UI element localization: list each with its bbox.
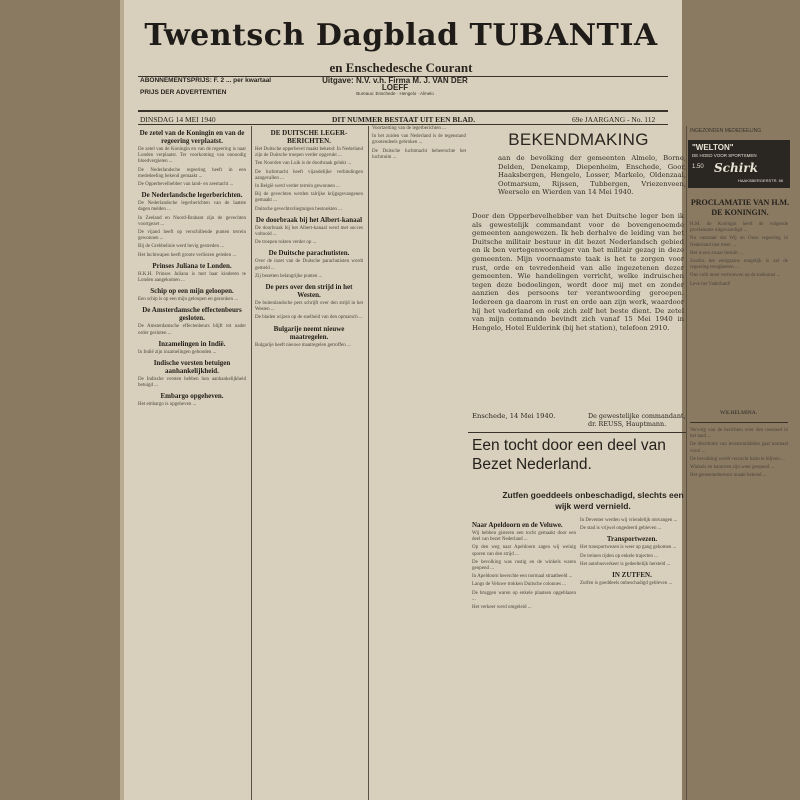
- article-text: De troepen rukten verder op ...: [255, 240, 317, 246]
- tocht-section-apeldoorn: Naar Apeldoorn en de Veluwe.: [472, 521, 563, 529]
- bureau-info-right: [492, 78, 662, 108]
- tocht-column-2: [580, 518, 684, 800]
- article-text: Het autobusverkeer is gedeeltelijk hersteld ...: [580, 561, 671, 567]
- article-text: De stad is vrijwel ongedeerd gebleven ...: [580, 526, 662, 532]
- tocht-subhead: Zutfen goeddeels onbeschadigd, slechts een wijk werd vernield.: [502, 490, 684, 511]
- article-text: Een schip is op een mijn geloopen en gezonken ...: [138, 297, 238, 303]
- column-2: [255, 126, 363, 800]
- article-heading-indie: Inzamelingen in Indië.: [158, 339, 226, 348]
- article-heading-juliana: Prinses Juliana te Londen.: [152, 261, 232, 270]
- article-text: Zij bezetten belangrijke punten ...: [255, 273, 323, 279]
- tocht-headline: Een tocht door een deel van Bezet Nederland.: [472, 437, 666, 473]
- edition-notice: DIT NUMMER BESTAAT UIT EEN BLAD.: [332, 115, 476, 124]
- article-heading-legerberichten: De Nederlandsche legerberichten.: [141, 191, 243, 200]
- article-text: De Amsterdamsche effectenbeurs blijft tot nader order gesloten ...: [138, 324, 246, 336]
- article-heading-parachutisten: De Duitsche parachutisten.: [268, 249, 350, 258]
- article-text: Het luchtwapen heeft groote verliezen geleden ...: [138, 252, 237, 258]
- article-text: Nu vaststaat dat Wij en Onze regeering in Nederland niet meer ...: [690, 236, 788, 248]
- page-edge: [120, 0, 124, 800]
- article-text: Het embargo is opgeheven ...: [138, 402, 197, 408]
- right-column-continued: [690, 428, 788, 800]
- article-heading-embargo: Embargo opgeheven.: [160, 392, 224, 401]
- article-text: De Indische vorsten hebben hun aanhankelijkheid betuigd ...: [138, 377, 246, 389]
- article-text: De bevolking wordt verzocht kalm te blijven ...: [690, 456, 785, 462]
- dateline-rule-bottom: [138, 124, 668, 125]
- article-text: Leve het Vaderland!: [690, 281, 731, 287]
- article-text: Bij de gevechten werden talrijke krijgsgevangenen gemaakt ...: [255, 192, 363, 204]
- article-text: De zetel van de Koningin en van de regeering is naar Londen verplaatst. Ter voorkoming van onnoodig bloedvergieten ...: [138, 147, 246, 165]
- article-text: Het Duitsche opperbevel maakt bekend: In Nederland zijn de Duitsche troepen verder opgerukt ...: [255, 147, 363, 159]
- article-text: Bij de Grebbelinie werd hevig gestreden ...: [138, 244, 224, 250]
- article-text: Het gemeentebestuur maakt bekend ...: [690, 473, 767, 479]
- article-text: De treinen rijden op enkele trajecten ...: [580, 553, 658, 559]
- tocht-section-transport: Transportwezen.: [606, 535, 658, 544]
- article-heading-vorsten: Indische vorsten betuigen aanhankelijkheid.: [153, 359, 231, 376]
- welton-price: 1.50: [692, 164, 704, 170]
- article-text: H.M. de Koningin heeft de volgende proclamatie uitgevaardigd ...: [690, 222, 788, 234]
- publisher-label: Uitgave: N.V. v.h. Firma M. J. VAN DER LOEFF: [322, 76, 468, 92]
- bekendmaking-title: BEKENDMAKING: [508, 130, 649, 149]
- article-text: De luchtmacht heeft vijandelijke verbindingen aangevallen ...: [255, 169, 363, 181]
- article-heading-bulgarije: Bulgarije neemt nieuwe maatregelen.: [273, 324, 345, 341]
- article-heading-zetel: De zetel van de Koningin en van de regeering verplaatst.: [139, 129, 245, 145]
- article-text: De Nederlandsche legerberichten van de laatste dagen melden ...: [138, 201, 246, 213]
- article-text: Ten Noorden van Luik is de doorbraak gelukt ...: [255, 161, 352, 167]
- newspaper-page: [120, 0, 790, 800]
- article-text: Wij hebben gisteren een tocht gemaakt door een deel van bezet Nederland ...: [472, 531, 576, 543]
- bureau-label: Bureaux: Enschede · Hengelo · Almelo: [356, 91, 434, 96]
- bekendmaking-signature: [588, 412, 686, 428]
- welton-advertisement: [688, 140, 790, 188]
- proclamatie-title: PROCLAMATIE VAN H.M. DE KONINGIN.: [690, 198, 790, 217]
- date-label: DINSDAG 14 MEI 1940: [140, 115, 216, 124]
- article-text: De Nederlandsche regeering heeft in een mededeeling bekend gemaakt ...: [138, 167, 246, 179]
- article-heading-duitsche-legerberichten: DE DUITSCHE LEGER-BERICHTEN.: [270, 129, 348, 145]
- article-text: De Duitsche luchtmacht beheerschte het luchtruim ...: [372, 148, 466, 160]
- tocht-section-zutfen: IN ZUTFEN.: [612, 571, 652, 580]
- welton-subtitle: DE HOED VOOR SPORTSMEN: [692, 153, 757, 158]
- article-heading-schip: Schip op een mijn geloopen.: [150, 287, 234, 296]
- subscription-label: ABONNEMENTSPRIJS: F. 2 ... per kwartaal: [140, 77, 272, 84]
- article-text: Ons volk moet vertrouwen op de toekomst ...: [690, 273, 781, 279]
- article-text: Over de inzet van de Duitsche parachutisten wordt gemeld ...: [255, 259, 363, 271]
- welton-title: "WELTON": [692, 143, 734, 152]
- article-text: Duitsche gevechtsvliegtuigen bestookten ...: [255, 206, 342, 212]
- article-text: In Zeeland en Noord-Brabant zijn de gevechten voortgezet ...: [138, 215, 246, 227]
- masthead-subtitle: en Enschedesche Courant: [329, 60, 473, 75]
- column-divider: [251, 126, 252, 800]
- article-text: De Opperbevelhebber van land- en zeemacht ...: [138, 182, 234, 188]
- welton-brand: Schirk: [714, 161, 758, 175]
- proclamatie-signature: WILHELMINA.: [720, 410, 758, 416]
- article-text: In België werd verder terrein gewonnen ...: [255, 184, 340, 190]
- dateline-rule-top: [138, 110, 668, 112]
- article-text: Winkels en kantoren zijn weer geopend ...: [690, 465, 775, 471]
- article-text: H.K.H. Prinses Juliana is met haar kinderen te Londen aangekomen ...: [138, 271, 246, 284]
- column-3: [372, 126, 466, 800]
- proclamatie-rule: [690, 422, 788, 423]
- subscription-info: [140, 78, 300, 108]
- article-heading-pers: De pers over den strijd in het Westen.: [265, 283, 353, 300]
- article-text: Bulgarije heeft nieuwe maatregelen getroffen ...: [255, 342, 351, 348]
- signer-name: dr. REUSS,: [588, 420, 624, 428]
- article-text: In Apeldoorn heerschte een normaal straatbeeld ...: [472, 574, 573, 580]
- welton-address: HAAKSBERGERSTR. 56: [738, 178, 784, 183]
- article-text: Vervolg van de berichten over den toestand in het land ...: [690, 428, 788, 440]
- signer-title: De gewestelijke commandant,: [588, 412, 686, 420]
- article-text: De bruggen waren op enkele plaatsen opgeblazen ...: [472, 590, 576, 602]
- article-text: De doorbraak bij het Albert-kanaal werd met succes voltooid ...: [255, 225, 363, 238]
- article-text: Langs de Veluwe trokken Duitsche colonnes ...: [472, 582, 566, 588]
- article-text: De bladen wijzen op de snelheid van den opmarsch ...: [255, 315, 363, 321]
- bekendmaking-rule: [468, 432, 686, 433]
- publisher-info: [310, 78, 480, 108]
- article-text: De distributie van levensmiddelen gaat normaal voort ...: [690, 442, 788, 454]
- article-text: Het is een zwaar besluit ...: [690, 250, 743, 256]
- bekendmaking-place: Enschede, 14 Mei 1940.: [472, 412, 556, 420]
- article-text: Op den weg naar Apeldoorn zagen wij weinig sporen van den strijd ...: [472, 545, 576, 557]
- signer-rank: Hauptmann.: [625, 420, 667, 428]
- article-heading-albertkanaal: De doorbraak bij het Albert-kanaal: [255, 215, 363, 224]
- bekendmaking-body: Door den Opperbevelhebber van het Duitsche leger ben ik als gewestelijk commandant voor de bovengenoemde gemeenten aangewezen. Ik heb derhalve de leiding van het Duitsche militair bestuur in dit bezet Nederlandsch gebied en ik ben vertegenwoordiger van het militair gezag in deze gemeenten. Mijn voornaamste taak is het te zorgen voor rust, orde en tevredenheid van alle ingezetenen dezer gemeenten. Wie handelingen verricht, welke indruischen tegen deze bedoelingen, wordt door mij met en zonder aanzien des persoons ter verantwoording geroepen. Iedereen ga daarom in rust en orde aan zijn werk, waardoor hij het vaderland en ook zich zelf het beste dient. De zetel van mijn commando bevindt zich vanaf 15 Mei 1940 in Hengelo, Hotel Eulderink (bij het station), telefoon 2910.: [472, 212, 684, 332]
- bekendmaking-block: [468, 126, 686, 444]
- column-divider: [368, 126, 369, 800]
- article-text: Zoodra het eenigszins mogelijk is zal de regeering terugkeeren ...: [690, 259, 788, 271]
- advertisement-notice: INGEZONDEN MEDEDEELING: [690, 128, 762, 134]
- article-text: In Deventer werden wij vriendelijk ontvangen ...: [580, 518, 678, 523]
- article-text: De buitenlandsche pers schrijft over den strijd in het Westen ...: [255, 301, 363, 313]
- advertising-label: PRIJS DER ADVERTENTIEN: [140, 88, 227, 96]
- article-text: Het verkeer werd omgeleid ...: [472, 605, 532, 611]
- column-divider: [686, 126, 687, 800]
- article-text: Het transportwezen is weer op gang gekomen ...: [580, 545, 677, 551]
- column-1: [138, 126, 246, 800]
- tocht-column-1: [472, 518, 576, 800]
- bekendmaking-intro: aan de bevolking der gemeenten Almelo, Borne, Delden, Denekamp, Diepenheim, Enschede, Goor, Haaksbergen, Hengelo, Losser, Markelo, Oldenzaal, Ootmarsum, Rijssen, Tubbergen, Vriezenveen, Weerselo en Wierden van 14 Mei 1940.: [498, 154, 686, 197]
- masthead-title: Twentsch Dagblad TUBANTIA: [144, 18, 658, 53]
- article-text: In het zuiden van Nederland is de tegenstand grootendeels gebroken ...: [372, 134, 466, 146]
- proclamatie-text: [690, 222, 788, 408]
- article-text: De vijand heeft op verschillende punten terrein gewonnen ...: [138, 230, 246, 242]
- article-text: Voortzetting van de legerberichten ...: [372, 126, 446, 131]
- article-text: De bevolking was rustig en de winkels waren geopend ...: [472, 559, 576, 572]
- article-text: Zutfen is goeddeels onbeschadigd gebleven ...: [580, 581, 673, 587]
- article-heading-beurs: De Amsterdamsche effectenbeurs gesloten.: [142, 306, 242, 323]
- volume-label: 69e JAARGANG - No. 112: [572, 115, 656, 124]
- article-text: In Indië zijn inzamelingen gehouden ...: [138, 349, 217, 355]
